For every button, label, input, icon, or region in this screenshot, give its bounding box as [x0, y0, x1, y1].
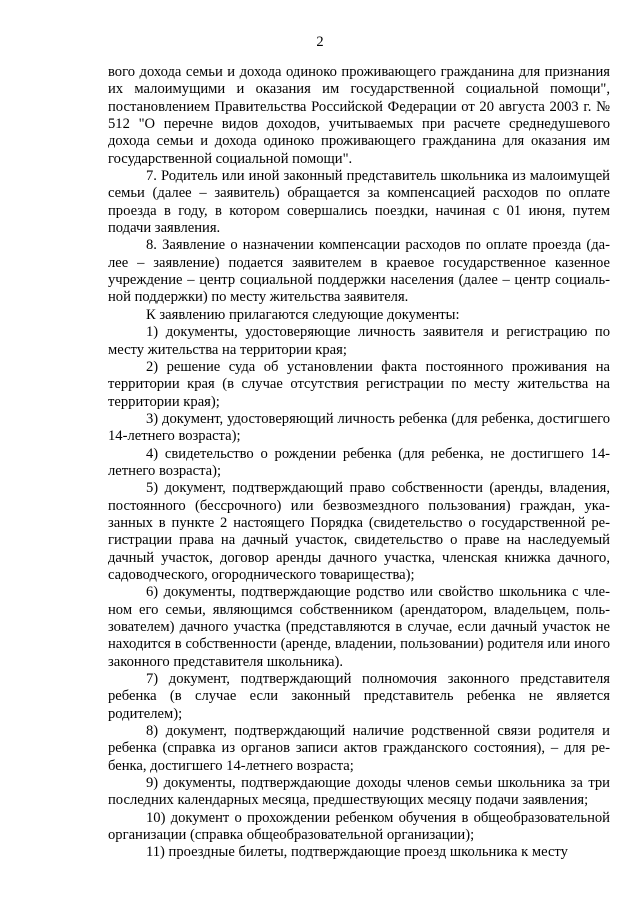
paragraph: 1) документы, удостоверяющие личность заявителя и регистрацию по месту жительства на территории края;: [108, 324, 610, 358]
paragraph: вого дохода семьи и дохода одиноко проживающего гражданина для признания их малоимущими и оказания им государственной социальной помощи", постановлением Правительства Российской Федерации от 20 августа 2003 г. № 512 "О перечне видов доходов, учитываемых при расчете среднедушевого дохода семьи и дохода одиноко проживающего гражданина для оказания им государственной социальной помощи".: [108, 64, 610, 167]
paragraph: 10) документ о прохождении ребенком обучения в общеобразовательной организации (справка общеобразовательной организации);: [108, 809, 610, 844]
paragraph: 8) документ, подтверждающий наличие родственной связи родителя и ребенка (справка из органов записи актов гражданского состояния), – для ребенка, достигшего 14-летнего возраста;: [108, 723, 610, 774]
paragraph: 8. Заявление о назначении компенсации расходов по оплате проезда (далее – заявление) подается заявителем в краевое государственное казенное учреждение – центр социальной поддержки населения (далее – центр социальной поддержки) по месту жительства заявителя.: [108, 237, 610, 306]
paragraph: 4) свидетельство о рождении ребенка (для ребенка, не достигшего 14-летнего возраста);: [108, 445, 610, 479]
paragraph: 7) документ, подтверждающий полномочия законного представителя ребенка (в случае если законный представитель ребенка не является родителем);: [108, 671, 610, 722]
page-number: 2: [316, 34, 324, 50]
paragraph: К заявлению прилагаются следующие документы:: [146, 306, 460, 323]
paragraph: 7. Родитель или иной законный представитель школьника из малоимущей семьи (далее – заявитель) обращается за компенсацией расходов по оплате проезда в году, в котором совершались поездки, начиная с 01 июня, путем подачи заявления.: [108, 168, 610, 237]
paragraph: 11) проездные билеты, подтверждающие проезд школьника к месту: [146, 844, 568, 861]
paragraph: 3) документ, удостоверяющий личность ребенка (для ребенка, достигшего 14-летнего возраста);: [108, 410, 610, 445]
paragraph: 6) документы, подтверждающие родство или свойство школьника с членом его семьи, являющимся собственником (арендатором, владельцем, пользователем) дачного участка (представляются в случае, если дачный участок не находится в собственности (аренде, владении, пользовании) родителя или иного законного представителя школьника).: [108, 584, 610, 670]
paragraph: 2) решение суда об установлении факта постоянного проживания на территории края (в случае отсутствия регистрации по месту жительства на территории края);: [108, 358, 610, 410]
paragraph: 5) документ, подтверждающий право собственности (аренды, владения, постоянного (бессрочного) или безвозмездного пользования) граждан, указанных в пункте 2 настоящего Порядка (свидетельство о государственной регистрации права на дачный участок, свидетельство о праве на наследуемый дачный участок, договор аренды дачного участка, членская книжка дачного, садоводческого, огороднического товарищества);: [108, 480, 610, 583]
document-body: [108, 64, 610, 862]
paragraph: 9) документы, подтверждающие доходы членов семьи школьника за три последних календарных месяца, предшествующих месяцу подачи заявления;: [108, 775, 610, 809]
